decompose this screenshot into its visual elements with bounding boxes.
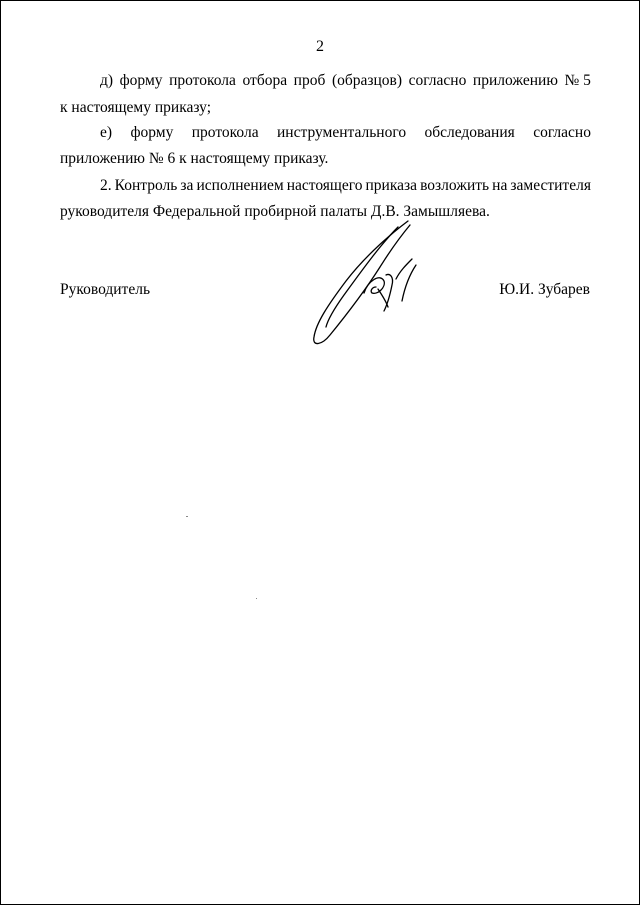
word: Контроль <box>114 177 178 194</box>
word: возложить <box>420 177 490 194</box>
word: (образцов) <box>331 72 403 89</box>
word: обследования <box>424 124 515 141</box>
item-e-line-2: приложению № 6 к настоящему приказу. <box>60 150 329 167</box>
word: протокола <box>169 72 236 89</box>
item-e-line-1 <box>100 124 591 142</box>
word: протокола <box>191 124 259 141</box>
word: на <box>492 177 508 194</box>
scan-speck <box>256 598 257 599</box>
word: № 5 <box>564 72 591 89</box>
word: проб <box>293 72 326 89</box>
word: согласно <box>533 124 591 141</box>
scan-speck <box>186 516 188 517</box>
word: инструментального <box>277 124 407 141</box>
item-d-line-2: к настоящему приказу; <box>60 99 212 116</box>
word: приложению <box>472 72 558 89</box>
page-number: 2 <box>316 38 324 55</box>
word: форму <box>119 72 163 89</box>
word: исполнением <box>196 177 284 194</box>
word: приказа <box>365 177 418 194</box>
word: настоящего <box>286 177 363 194</box>
word: д) <box>100 72 114 89</box>
word: е) <box>100 124 113 141</box>
word: за <box>180 177 194 194</box>
word: согласно <box>408 72 467 89</box>
handwritten-signature <box>300 215 430 350</box>
item-d-line-1 <box>100 72 591 90</box>
signatory-title: Руководитель <box>60 281 151 298</box>
signatory-name: Ю.И. Зубарев <box>499 281 590 298</box>
word: 2. <box>100 177 112 194</box>
control-paragraph-line-1 <box>100 177 591 195</box>
word: форму <box>130 124 174 141</box>
word: отбора <box>242 72 288 89</box>
word: заместителя <box>510 177 591 194</box>
control-paragraph-line-2: руководителя Федеральной пробирной палаты Д.В. Замышляева. <box>60 203 490 220</box>
